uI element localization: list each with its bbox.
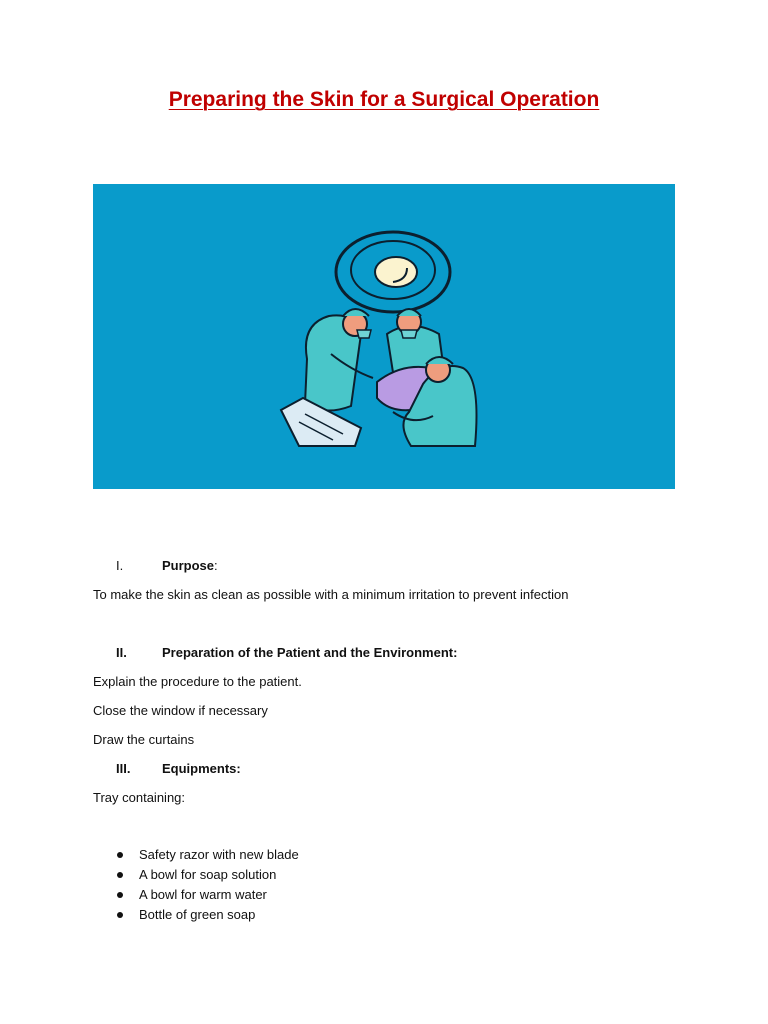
bullet-icon bbox=[117, 892, 123, 898]
section-equipments-heading bbox=[116, 761, 241, 777]
list-item-text: A bowl for soap solution bbox=[139, 867, 277, 882]
bullet-icon bbox=[117, 852, 123, 858]
list-item-text: Bottle of green soap bbox=[139, 907, 256, 922]
surgery-illustration bbox=[93, 184, 675, 489]
surgeons-operating-icon bbox=[93, 184, 675, 489]
equipment-intro: Tray containing: bbox=[93, 790, 186, 805]
list-item bbox=[93, 847, 299, 867]
section-purpose-heading bbox=[116, 558, 218, 574]
section-number: II. bbox=[116, 645, 127, 660]
bullet-icon bbox=[117, 912, 123, 918]
preparation-step: Explain the procedure to the patient. bbox=[93, 674, 302, 689]
list-item bbox=[93, 907, 299, 927]
section-number: I. bbox=[116, 558, 124, 573]
list-item bbox=[93, 867, 299, 887]
section-heading: Preparation of the Patient and the Environment: bbox=[162, 645, 458, 660]
list-item-text: Safety razor with new blade bbox=[139, 847, 299, 862]
list-item bbox=[93, 887, 299, 907]
list-item-text: A bowl for warm water bbox=[139, 887, 267, 902]
section-heading-colon: : bbox=[214, 558, 218, 573]
section-preparation-heading bbox=[116, 645, 457, 661]
section-number: III. bbox=[116, 761, 131, 776]
document-title: Preparing the Skin for a Surgical Operation bbox=[168, 88, 600, 111]
bullet-icon bbox=[117, 872, 123, 878]
purpose-text: To make the skin as clean as possible with a minimum irritation to prevent infection bbox=[93, 587, 569, 602]
section-heading: Equipments: bbox=[162, 761, 241, 776]
preparation-step: Draw the curtains bbox=[93, 732, 195, 747]
preparation-step: Close the window if necessary bbox=[93, 703, 268, 718]
equipment-list bbox=[93, 847, 299, 927]
section-heading: Purpose bbox=[162, 558, 215, 573]
